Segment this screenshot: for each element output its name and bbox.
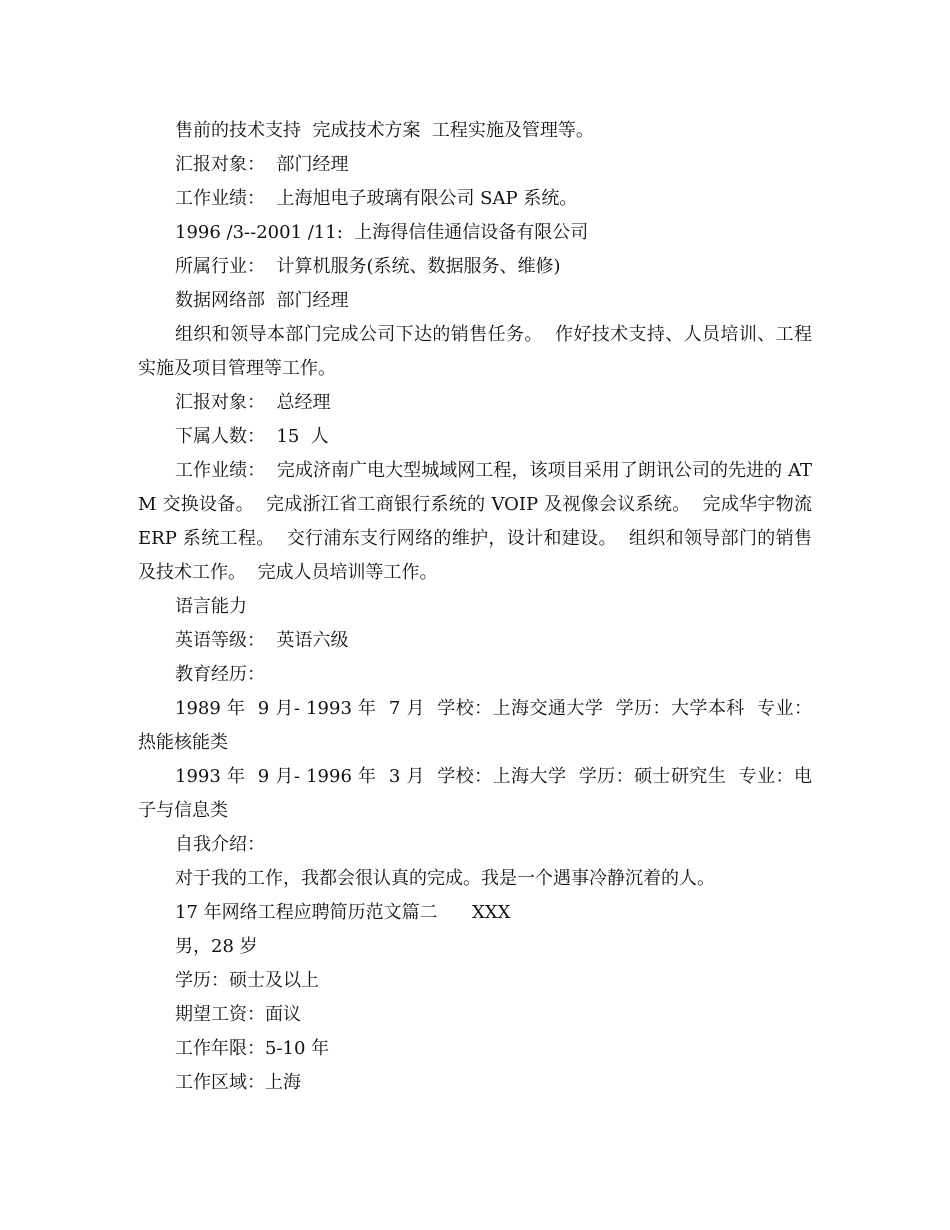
paragraph-presales-support: 售前的技术支持 完成技术方案 工程实施及管理等。: [175, 120, 594, 141]
paragraph-achievement-1: 工作业绩： 上海旭电子玻璃有限公司 SAP 系统。: [175, 188, 578, 209]
paragraph-achievement-2: 工作业绩： 完成济南广电大型城域网工程，该项目采用了朗讯公司的先进的 ATM 交换设备。 完成浙江省工商银行系统的 VOIP 及视像会议系统。 完成华宇物流 ERP 系统工程。 交行浦东支行网络的维护，设计和建设。 组织和领导部门的销售及技术工作。 完成人员培训等工作。: [138, 460, 818, 583]
paragraph-education-2: 1993 年 9 月- 1996 年 3 月 学校：上海大学 学历：硕士研究生 专业：电子与信息类: [138, 766, 812, 821]
heading-language-skills: 语言能力: [175, 596, 247, 617]
paragraph-subordinates: 下属人数： 15 人: [175, 426, 329, 447]
paragraph-gender-age: 男，28 岁: [175, 936, 258, 957]
paragraph-report-to-2: 汇报对象： 总经理: [175, 392, 331, 413]
paragraph-employment-period: 1996 /3--2001 /11: 上海得信佳通信设备有限公司: [175, 222, 589, 243]
paragraph-department-position: 数据网络部 部门经理: [175, 290, 349, 311]
paragraph-education-1: 1989 年 9 月- 1993 年 7 月 学校：上海交通大学 学历：大学本科 专业：热能核能类: [138, 698, 812, 753]
paragraph-years-experience: 工作年限：5-10 年: [175, 1038, 330, 1059]
paragraph-degree: 学历：硕士及以上: [175, 970, 319, 991]
paragraph-industry: 所属行业： 计算机服务(系统、数据服务、维修): [175, 256, 561, 277]
heading-education: 教育经历：: [175, 664, 265, 685]
heading-self-introduction: 自我介绍：: [175, 834, 265, 855]
paragraph-self-introduction: 对于我的工作，我都会很认真的完成。我是一个遇事冷静沉着的人。: [175, 868, 715, 889]
paragraph-report-to-1: 汇报对象： 部门经理: [175, 154, 349, 175]
heading-resume-sample-two: 17 年网络工程应聘简历范文篇二 XXX: [175, 902, 511, 923]
paragraph-expected-salary: 期望工资：面议: [175, 1004, 301, 1025]
paragraph-english-level: 英语等级： 英语六级: [175, 630, 349, 651]
paragraph-responsibilities: 组织和领导本部门完成公司下达的销售任务。 作好技术支持、人员培训、工程实施及项目管理等工作。: [138, 324, 812, 379]
paragraph-work-location: 工作区域：上海: [175, 1072, 301, 1093]
resume-text-body: [138, 114, 818, 1100]
